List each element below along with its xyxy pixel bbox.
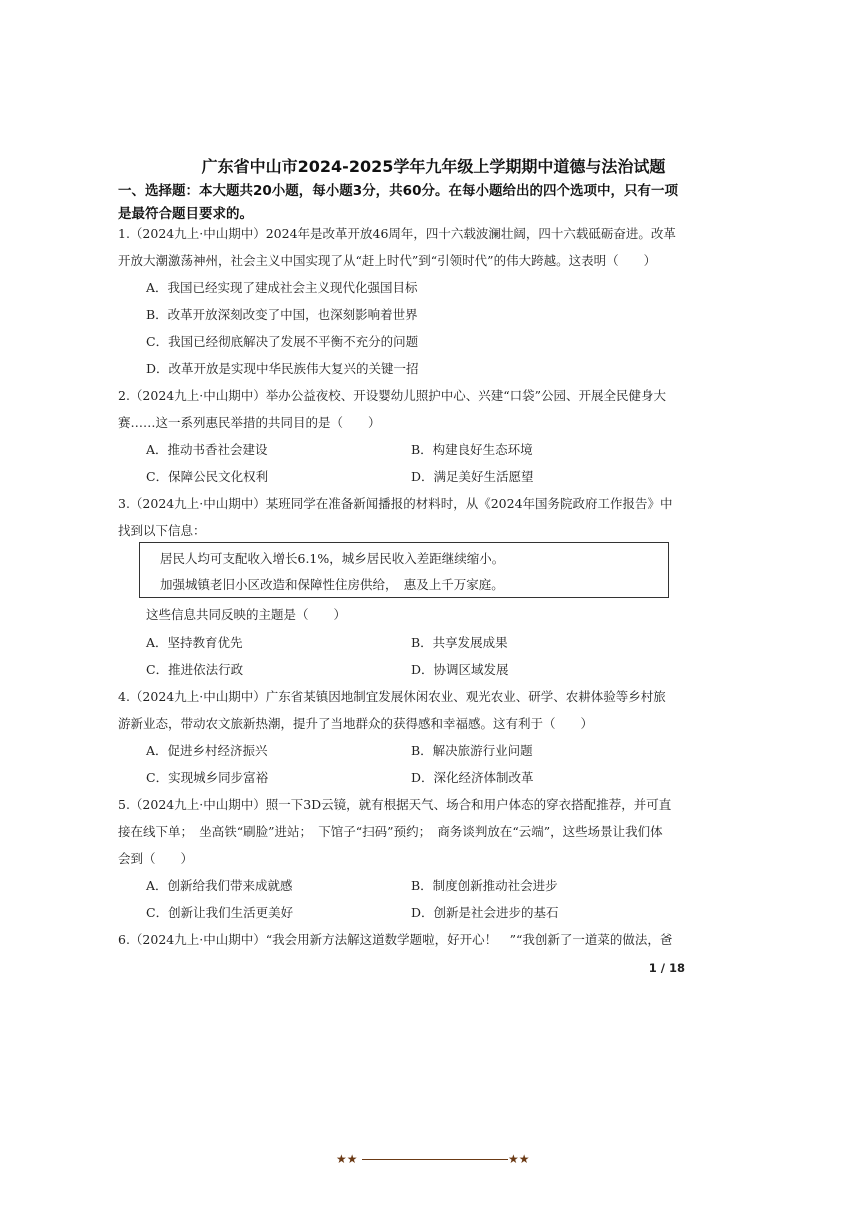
question-3-option-a: A．坚持教育优先 bbox=[146, 635, 243, 650]
question-2-option-d: D．满足美好生活愿望 bbox=[411, 469, 534, 484]
question-5-option-a: A．创新给我们带来成就感 bbox=[146, 878, 293, 893]
question-1-stem-line-1: 1.（2024九上·中山期中）2024年是改革开放46周年，四十六载波澜壮阔，四十六载砥砺奋进。改革 bbox=[118, 226, 676, 241]
material-line-1: 居民人均可支配收入增长6.1%，城乡居民收入差距继续缩小。 bbox=[160, 551, 505, 566]
footer-ornament bbox=[336, 1151, 536, 1169]
question-4-stem-line-2: 游新业态，带动农文旅新热潮，提升了当地群众的获得感和幸福感。这有利于（ ） bbox=[118, 716, 594, 731]
question-4-stem-line-1: 4.（2024九上·中山期中）广东省某镇因地制宜发展休闲农业、观光农业、研学、农耕体验等乡村旅 bbox=[118, 689, 666, 704]
question-2-option-c: C．保障公民文化权利 bbox=[146, 469, 269, 484]
question-3-prompt: 这些信息共同反映的主题是（ ） bbox=[146, 607, 347, 622]
question-1-option-c: C．我国已经彻底解决了发展不平衡不充分的问题 bbox=[146, 334, 419, 349]
footer-divider bbox=[362, 1159, 508, 1160]
question-2-option-b: B．构建良好生态环境 bbox=[411, 442, 533, 457]
question-1-stem-line-2: 开放大潮激荡神州，社会主义中国实现了从“赶上时代”到“引领时代”的伟大跨越。这表明（ ） bbox=[118, 253, 657, 268]
question-3-option-d: D．协调区域发展 bbox=[411, 662, 509, 677]
question-6-stem-line-1: 6.（2024九上·中山期中）“我会用新方法解这道数学题啦，好开心！ ”“我创新了一道菜的做法，爸 bbox=[118, 932, 673, 947]
question-2-option-a: A．推动书香社会建设 bbox=[146, 442, 268, 457]
question-4-option-a: A．促进乡村经济振兴 bbox=[146, 743, 268, 758]
question-3-option-c: C．推进依法行政 bbox=[146, 662, 244, 677]
material-line-2: 加强城镇老旧小区改造和保障性住房供给， 惠及上千万家庭。 bbox=[160, 577, 504, 592]
question-4-option-d: D．深化经济体制改革 bbox=[411, 770, 534, 785]
section-heading: 一、选择题：本大题共20小题，每小题3分，共60分。在每小题给出的四个选项中，只有一项是最符合题目要求的。 bbox=[118, 183, 678, 222]
question-5-stem-line-1: 5.（2024九上·中山期中）照一下3D云镜，就有根据天气、场合和用户体态的穿衣搭配推荐，并可直 bbox=[118, 797, 672, 812]
question-1-option-d: D．改革开放是实现中华民族伟大复兴的关键一招 bbox=[146, 361, 419, 376]
footer-right-stars: ★★ bbox=[508, 1152, 530, 1166]
question-3-material-box bbox=[139, 542, 669, 598]
question-5-stem-line-3: 会到（ ） bbox=[118, 851, 194, 866]
question-5-option-c: C．创新让我们生活更美好 bbox=[146, 905, 294, 920]
question-2-stem-line-2: 赛……这一系列惠民举措的共同目的是（ ） bbox=[118, 415, 381, 430]
question-4-option-c: C．实现城乡同步富裕 bbox=[146, 770, 269, 785]
question-5-option-d: D．创新是社会进步的基石 bbox=[411, 905, 559, 920]
footer-left-stars: ★★ bbox=[336, 1152, 358, 1166]
question-3-option-b: B．共享发展成果 bbox=[411, 635, 508, 650]
question-1-option-a: A．我国已经实现了建成社会主义现代化强国目标 bbox=[146, 280, 418, 295]
question-4-option-b: B．解决旅游行业问题 bbox=[411, 743, 533, 758]
question-3-stem-line-1: 3.（2024九上·中山期中）某班同学在准备新闻播报的材料时，从《2024年国务院政府工作报告》中 bbox=[118, 496, 673, 511]
question-1-option-b: B．改革开放深刻改变了中国，也深刻影响着世界 bbox=[146, 307, 418, 322]
question-2-stem-line-1: 2.（2024九上·中山期中）举办公益夜校、开设婴幼儿照护中心、兴建“口袋”公园、开展全民健身大 bbox=[118, 388, 666, 403]
page-number: 1 / 18 bbox=[648, 961, 685, 975]
question-5-option-b: B．制度创新推动社会进步 bbox=[411, 878, 558, 893]
question-5-stem-line-2: 接在线下单； 坐高铁“刷脸”进站； 下馆子“扫码”预约； 商务谈判放在“云端”，这些场景让我们体 bbox=[118, 824, 663, 839]
document-title: 广东省中山市2024-2025学年九年级上学期期中道德与法治试题 bbox=[201, 157, 666, 176]
question-3-stem-line-2: 找到以下信息： bbox=[118, 523, 206, 538]
